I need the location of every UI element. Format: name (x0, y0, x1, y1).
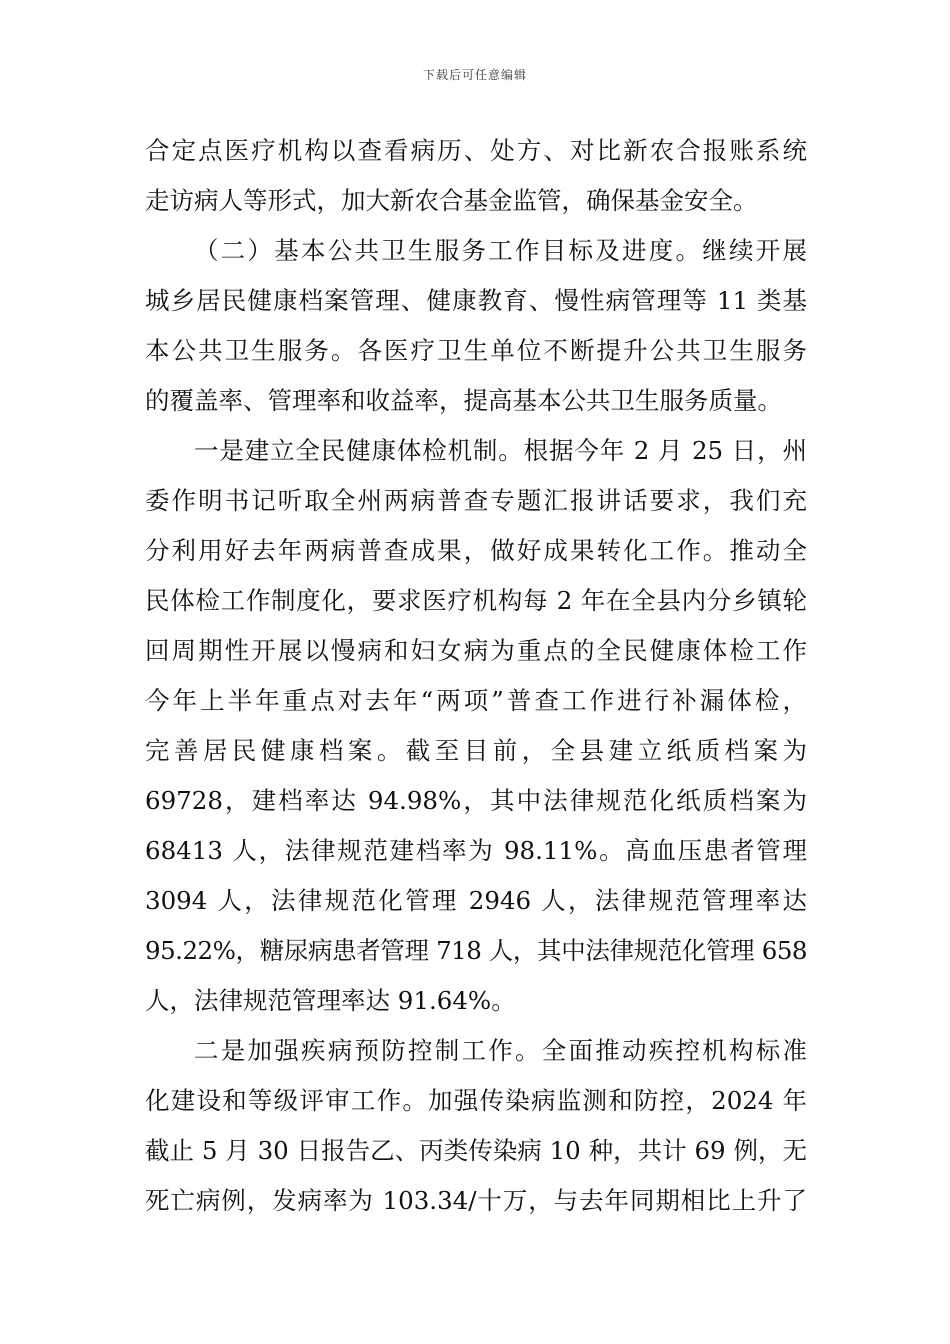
page-header-note: 下载后可任意编辑 (422, 68, 527, 82)
text-line: （二）基本公共卫生服务工作目标及进度。继续开展 (194, 236, 807, 265)
document-body (145, 126, 807, 1226)
paragraph (145, 1026, 807, 1226)
text-line: 合定点医疗机构以查看病历、处方、对比新农合报账系统 (145, 136, 807, 165)
text-line: 化建设和等级评审工作。加强传染病监测和防控，2024 年 (145, 1086, 807, 1115)
text-line: 人，法律规范管理率达 91.64%。 (145, 986, 516, 1015)
text-line: 城乡居民健康档案管理、健康教育、慢性病管理等 11 类基 (145, 286, 807, 315)
text-line: 回周期性开展以慢病和妇女病为重点的全民健康体检工作 (145, 636, 807, 665)
text-line: 95.22%，糖尿病患者管理 718 人，其中法律规范化管理 658 (145, 936, 807, 965)
paragraph (145, 226, 807, 426)
text-line: 委作明书记听取全州两病普查专题汇报讲话要求，我们充 (145, 486, 807, 515)
text-line: 二是加强疾病预防控制工作。全面推动疾控机构标准 (194, 1036, 807, 1065)
paragraph (145, 426, 807, 1026)
text-line: 分利用好去年两病普查成果，做好成果转化工作。推动全 (145, 536, 807, 565)
text-line: 截止 5 月 30 日报告乙、丙类传染病 10 种，共计 69 例，无 (145, 1136, 807, 1165)
text-line: 68413 人，法律规范建档率为 98.11%。高血压患者管理 (145, 836, 807, 865)
paragraph (145, 126, 807, 226)
text-line: 3094 人，法律规范化管理 2946 人，法律规范管理率达 (145, 886, 807, 915)
text-line: 本公共卫生服务。各医疗卫生单位不断提升公共卫生服务 (145, 336, 807, 365)
text-line: 今年上半年重点对去年“两项”普查工作进行补漏体检， (145, 686, 807, 715)
text-line: 一是建立全民健康体检机制。根据今年 2 月 25 日，州 (194, 436, 807, 465)
text-line: 民体检工作制度化，要求医疗机构每 2 年在全县内分乡镇轮 (145, 586, 807, 615)
text-line: 69728，建档率达 94.98%，其中法律规范化纸质档案为 (145, 786, 807, 815)
text-line: 的覆盖率、管理率和收益率，提高基本公共卫生服务质量。 (145, 386, 782, 415)
text-line: 完善居民健康档案。截至目前，全县建立纸质档案为 (145, 736, 807, 765)
text-line: 死亡病例，发病率为 103.34/十万，与去年同期相比上升了 (145, 1186, 807, 1215)
text-line: 走访病人等形式，加大新农合基金监管，确保基金安全。 (145, 186, 758, 215)
